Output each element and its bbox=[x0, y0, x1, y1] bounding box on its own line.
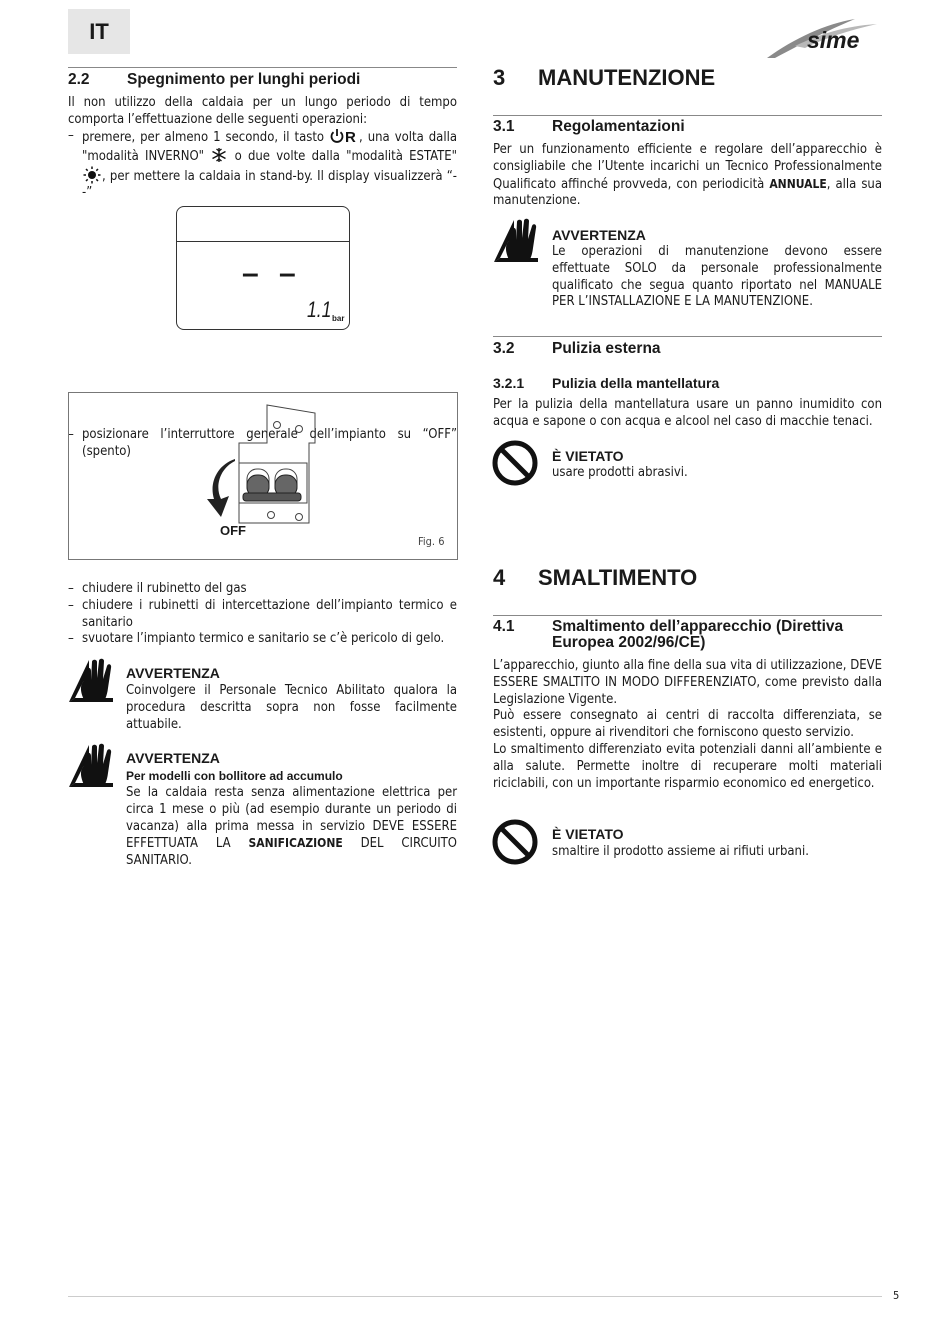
steps-list bbox=[68, 581, 457, 648]
lcd-display bbox=[176, 206, 350, 330]
list-item: – chiudere il rubinetto del gas bbox=[68, 581, 247, 596]
language-code: IT bbox=[89, 19, 109, 44]
snowflake-icon bbox=[210, 147, 228, 163]
warning-title: AVVERTENZA bbox=[126, 665, 220, 681]
section-3-2-heading: 3.2 Pulizia esterna bbox=[493, 340, 661, 357]
chapter-3-heading: 3 MANUTENZIONE bbox=[493, 65, 716, 90]
prohibited-icon bbox=[492, 440, 538, 486]
logo-text: sime bbox=[807, 27, 860, 53]
warning-text: Coinvolgere il Personale Tecnico Abilitato qualora la procedura descritta sopra non fosse facilmente attuabile. bbox=[126, 683, 457, 732]
step-main-switch: – posizionare l’interruttore generale dell’impianto su “OFF” (spento) bbox=[68, 427, 457, 459]
prohibited-title: È VIETATO bbox=[552, 826, 624, 842]
section-number: 2.2 bbox=[68, 71, 90, 88]
section-3-1-heading: 3.1 Regolamentazioni bbox=[493, 118, 685, 135]
section-title: Spegnimento per lunghi periodi bbox=[127, 71, 361, 88]
svg-text:R: R bbox=[345, 129, 356, 144]
section-2-2-heading bbox=[68, 71, 457, 91]
lcd-standby-dashes: – – bbox=[242, 257, 302, 290]
list-item: – svuotare l’impianto termico e sanitario se c’è pericolo di gelo. bbox=[68, 631, 445, 647]
prohibited-title: È VIETATO bbox=[552, 448, 624, 464]
chapter-4-heading: 4 SMALTIMENTO bbox=[493, 565, 698, 590]
sime-logo bbox=[765, 16, 885, 62]
warning-title: AVVERTENZA bbox=[126, 750, 220, 766]
prohibited-text: usare prodotti abrasivi. bbox=[552, 465, 688, 480]
lcd-pressure-unit: bar bbox=[332, 314, 345, 323]
prohibited-icon bbox=[492, 819, 538, 865]
warning-subtitle: Per modelli con bollitore ad accumulo bbox=[126, 769, 343, 783]
warning-hand-icon bbox=[67, 656, 115, 704]
prohibited-text: smaltire il prodotto assieme ai rifiuti urbani. bbox=[552, 844, 809, 859]
section-4-1-heading: 4.1 Smaltimento dell’apparecchio (Direttiva Europea 2002/96/CE) bbox=[493, 618, 844, 651]
step-standby: – premere, per almeno 1 secondo, il tasto R , una volta dalla "modalità INVERNO" o due volte dalla "modalità ESTATE" , per mettere la caldaia in stand-by. Il display visualizzerà “- -” bbox=[68, 128, 457, 201]
footer-rule bbox=[68, 1296, 882, 1297]
list-item: – chiudere i rubinetti di intercettazione dell’impianto termico e sanitario bbox=[68, 597, 457, 630]
warning-hand-icon bbox=[67, 741, 115, 789]
section-rule bbox=[493, 336, 882, 337]
section-rule bbox=[493, 615, 882, 616]
paragraph-3-2-1: Per la pulizia della mantellatura usare un panno inumidito con acqua e sapone o con acqua e alcool nel caso di macchie tenaci. bbox=[493, 397, 882, 429]
figure-caption: Fig. 6 bbox=[418, 535, 445, 548]
warning-title: AVVERTENZA bbox=[552, 227, 646, 243]
power-reset-icon bbox=[329, 128, 359, 144]
section-3-2-1-heading: 3.2.1 Pulizia della mantellatura bbox=[493, 375, 720, 391]
section-rule bbox=[68, 67, 457, 68]
figure-6 bbox=[68, 392, 458, 560]
sun-icon bbox=[82, 166, 102, 184]
warning-text: Le operazioni di manutenzione devono essere effettuate SOLO da personale professionalmente qualificato che segua quanto riportato nel MANUALE PER L’INSTALLAZIONE E LA MANUTENZIONE. bbox=[552, 244, 882, 310]
section-rule bbox=[493, 115, 882, 116]
circuit-breaker-illustration bbox=[199, 403, 339, 533]
paragraph-3-1: Per un funzionamento efficiente e regolare dell’apparecchio è consigliabile che l’Utente incarichi un Tecnico Professionalmente Qualificato affinché provveda, con periodicità ANNUALE, alla sua manutenzione. bbox=[493, 142, 882, 209]
warning-hand-icon bbox=[492, 216, 540, 264]
language-badge bbox=[68, 9, 130, 54]
off-label: OFF bbox=[220, 523, 246, 538]
lcd-divider bbox=[177, 241, 349, 242]
warning-text: Se la caldaia resta senza alimentazione elettrica per circa 1 mese o più (ad esempio durante un periodo di vacanza) alla prima messa in servizio DEVE ESSERE EFFETTUATA LA SANIFICAZIONE DEL CIRCUITO SANITARIO. bbox=[126, 785, 457, 869]
page-number: 5 bbox=[893, 1289, 900, 1302]
paragraph-4-1: L’apparecchio, giunto alla fine della sua vita di utilizzazione, DEVE ESSERE SMALTITO IN MODO DIFFERENZIATO, come previsto dalla Legislazione Vigente. Può essere consegnato ai centri di raccolta differenziata, se esistenti, oppure ai rivenditori che forniscono questo servizio. Lo smaltimento differenziato evita potenziali danni all’ambiente e alla salute. Permette inoltre di recuperare molti materiali riciclabili, con un importante risparmio economico ed energetico. bbox=[493, 658, 882, 791]
intro-paragraph: Il non utilizzo della caldaia per un lungo periodo di tempo comporta l’effettuazione delle seguenti operazioni: bbox=[68, 95, 457, 127]
lcd-pressure-value: 1.1 bbox=[307, 297, 332, 322]
